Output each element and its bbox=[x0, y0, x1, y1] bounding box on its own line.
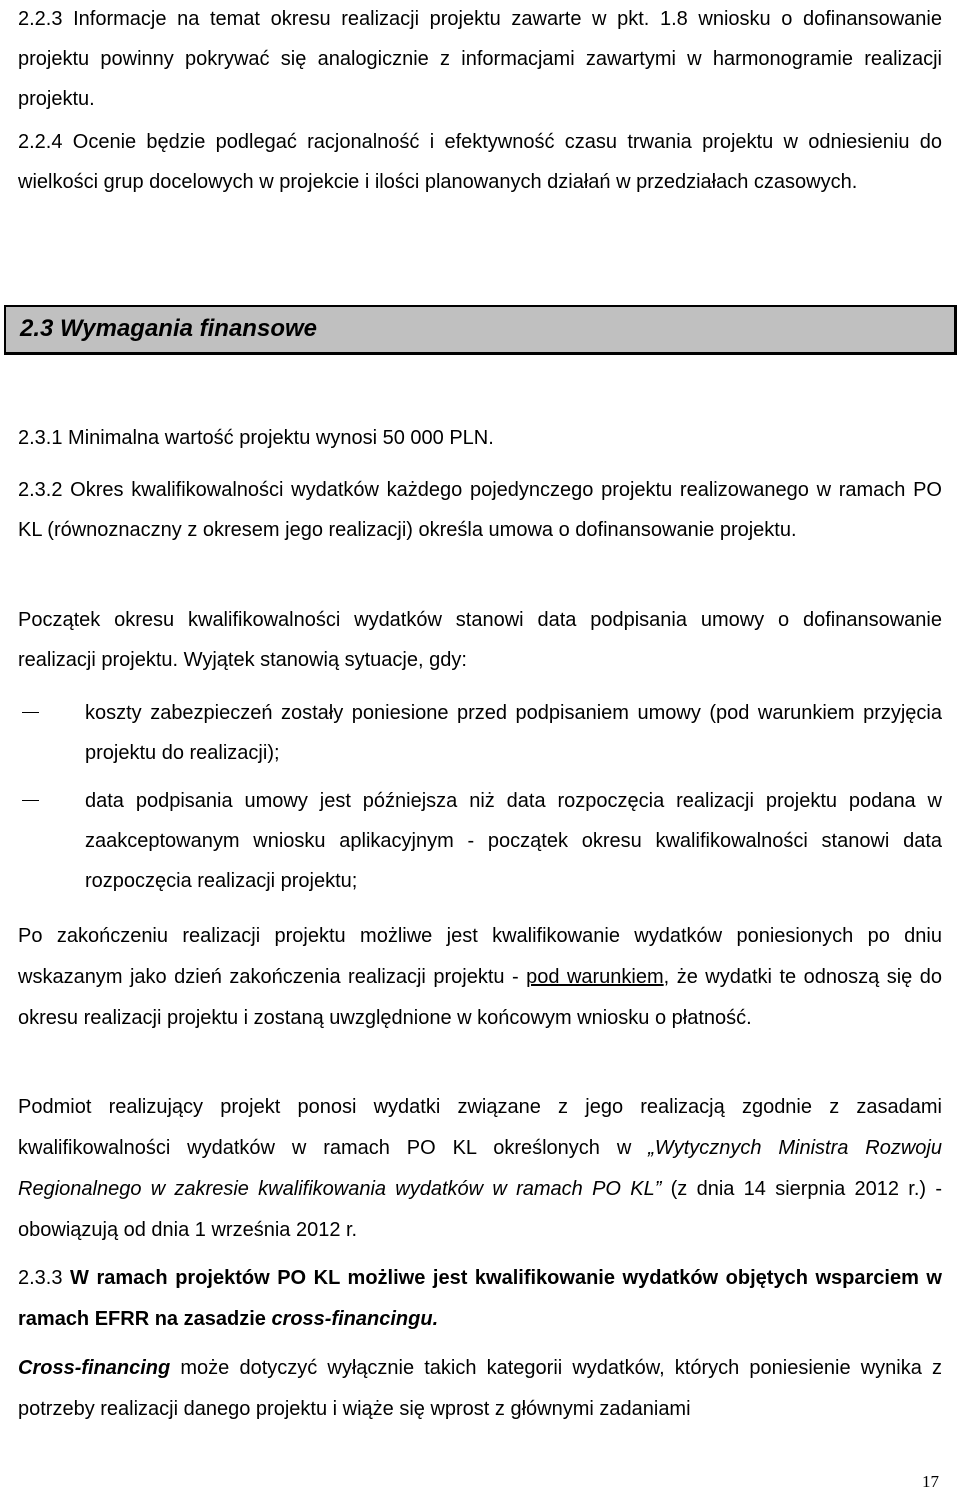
section-heading-box bbox=[4, 305, 957, 355]
guidelines-title: „Wytycznych Ministra Rozwoju Regionalnego w zakresie kwalifikowania wydatków w ramach PO KL” bbox=[18, 1137, 942, 1200]
cross-financing-term: Cross-financing bbox=[18, 1357, 171, 1379]
paragraph-2-2-4: 2.2.4 Ocenie będzie podlegać racjonalność i efektywność czasu trwania projektu w odniesieniu do wielkości grup docelowych w projekcie i ilości planowanych działań w przedziałach czasowych. bbox=[18, 131, 942, 193]
cross-financing-term: cross-financingu. bbox=[271, 1308, 439, 1330]
bold-statement: W ramach projektów PO KL możliwe jest kwalifikowanie wydatków objętych wsparciem w ramach EFRR na zasadzie bbox=[18, 1267, 942, 1330]
page-number: 17 bbox=[922, 1472, 939, 1491]
section-heading: 2.3 Wymagania finansowe bbox=[20, 315, 317, 342]
paragraph-2-3-3: 2.3.3 W ramach projektów PO KL możliwe jest kwalifikowanie wydatków objętych wsparciem w ramach EFRR na zasadzie cross-financingu. bbox=[18, 1267, 942, 1330]
dash-bullet-icon bbox=[22, 800, 39, 801]
paragraph-2-3-2: 2.3.2 Okres kwalifikowalności wydatków każdego pojedynczego projektu realizowanego w ramach PO KL (równoznaczny z okresem jego realizacji) określa umowa o dofinansowanie projektu. bbox=[18, 479, 942, 541]
paragraph-2-3-1: 2.3.1 Minimalna wartość projektu wynosi 50 000 PLN. bbox=[18, 427, 494, 449]
underlined-condition: pod warunkiem bbox=[526, 966, 664, 988]
paragraph-after-completion: Po zakończeniu realizacji projektu możliwe jest kwalifikowanie wydatków poniesionych po dniu wskazanym jako dzień zakończenia realizacji projektu - pod warunkiem, że wydatki te odnoszą się do okresu realizacji projektu i zostaną uwzględnione w końcowym wniosku o płatność. bbox=[18, 925, 942, 1029]
list-item-text: koszty zabezpieczeń zostały poniesione przed podpisaniem umowy (pod warunkiem przyjęcia projektu do realizacji); bbox=[85, 702, 942, 764]
paragraph-cross-financing: Cross-financing może dotyczyć wyłącznie takich kategorii wydatków, których poniesienie wynika z potrzeby realizacji danego projektu i wiąże się wprost z głównymi zadaniami bbox=[18, 1357, 942, 1420]
dash-bullet-icon bbox=[22, 712, 39, 713]
paragraph-2-2-3: 2.2.3 Informacje na temat okresu realizacji projektu zawarte w pkt. 1.8 wniosku o dofinansowanie projektu powinny pokrywać się analogicznie z informacjami zawartymi w harmonogramie realizacji projektu. bbox=[18, 8, 942, 110]
paragraph-eligibility-start: Początek okresu kwalifikowalności wydatków stanowi data podpisania umowy o dofinansowanie realizacji projektu. Wyjątek stanowią sytuacje, gdy: bbox=[18, 609, 942, 671]
list-item-text: data podpisania umowy jest późniejsza niż data rozpoczęcia realizacji projektu podana w zaakceptowanym wniosku aplikacyjnym - początek okresu kwalifikowalności stanowi data rozpoczęcia realizacji projektu; bbox=[85, 790, 942, 892]
paragraph-guidelines: Podmiot realizujący projekt ponosi wydatki związane z jego realizacją zgodnie z zasadami kwalifikowalności wydatków w ramach PO KL określonych w „Wytycznych Ministra Rozwoju Regionalnego w zakresie kwalifikowania wydatków w ramach PO KL” (z dnia 14 sierpnia 2012 r.) - obowiązują od dnia 1 września 2012 r. bbox=[18, 1096, 942, 1241]
